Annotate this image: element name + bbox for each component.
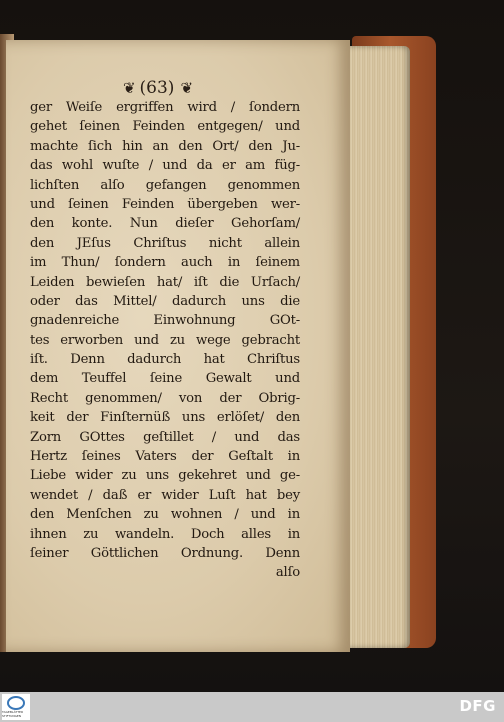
text-line: oder das Mittel/ dadurch uns die bbox=[30, 293, 300, 309]
text-line: dem Teuffel ſeine Gewalt und bbox=[30, 371, 300, 387]
ornament-right-icon: ❦ bbox=[180, 79, 192, 97]
text-line: und ſeinen Feinden übergeben wer- bbox=[30, 196, 300, 212]
page-header bbox=[96, 76, 218, 100]
page-edges bbox=[348, 46, 410, 648]
text-line: keit der Finſternüß uns erlöſet/ den bbox=[30, 410, 300, 426]
text-line: alſo bbox=[275, 565, 300, 581]
text-line: den konte. Nun dieſer Gehorſam/ bbox=[30, 216, 300, 232]
text-line: den JEſus Chriſtus nicht allein bbox=[30, 235, 300, 251]
text-line: ger Weiſe ergriffen wird / ſondern bbox=[30, 100, 300, 115]
text-line: ſeiner Göttlichen Ordnung. Denn bbox=[30, 545, 300, 561]
text-line: iſt. Denn dadurch hat Chriſtus bbox=[30, 352, 300, 368]
text-line: Liebe wider zu uns gekehret und ge- bbox=[30, 468, 300, 484]
viewer-bottom-bar bbox=[0, 692, 504, 722]
page-text bbox=[30, 98, 300, 583]
text-line: Zorn GOttes geſtillet / und das bbox=[30, 429, 300, 445]
text-line: gnadenreiche Einwohnung GOt- bbox=[30, 313, 300, 329]
text-line: lichſten alſo gefangen genommen bbox=[30, 177, 300, 193]
text-line: Leiden bewieſen hat/ iſt die Urſach/ bbox=[30, 274, 300, 290]
text-line: ihnen zu wandeln. Doch alles in bbox=[30, 526, 300, 542]
dfg-logo[interactable]: DFG bbox=[459, 697, 496, 715]
ornament-left-icon: ❦ bbox=[122, 79, 134, 97]
text-line: im Thun/ ſondern auch in ſeinem bbox=[30, 255, 300, 271]
text-line: wendet / daß er wider Luſt hat bey bbox=[30, 487, 300, 503]
text-line: Hertz ſeines Vaters der Geſtalt in bbox=[30, 449, 300, 465]
library-logo[interactable] bbox=[2, 694, 30, 720]
text-line: gehet ſeinen Feinden entgegen/ und bbox=[30, 119, 300, 135]
text-line: machte ſich hin an den Ort/ den Ju- bbox=[30, 138, 300, 154]
text-line: das wohl wuſte / und da er am füg- bbox=[30, 158, 300, 174]
library-logo-icon bbox=[7, 696, 25, 710]
text-line: den Menſchen zu wohnen / und in bbox=[30, 507, 300, 523]
library-logo-text: TAGEBLÄTTER STIFTUNGEN bbox=[2, 710, 24, 718]
text-line: Recht genommen/ von der Obrig- bbox=[30, 390, 300, 406]
page-number: (63) bbox=[139, 78, 175, 98]
text-line: tes erworben und zu wege gebracht bbox=[30, 332, 300, 348]
